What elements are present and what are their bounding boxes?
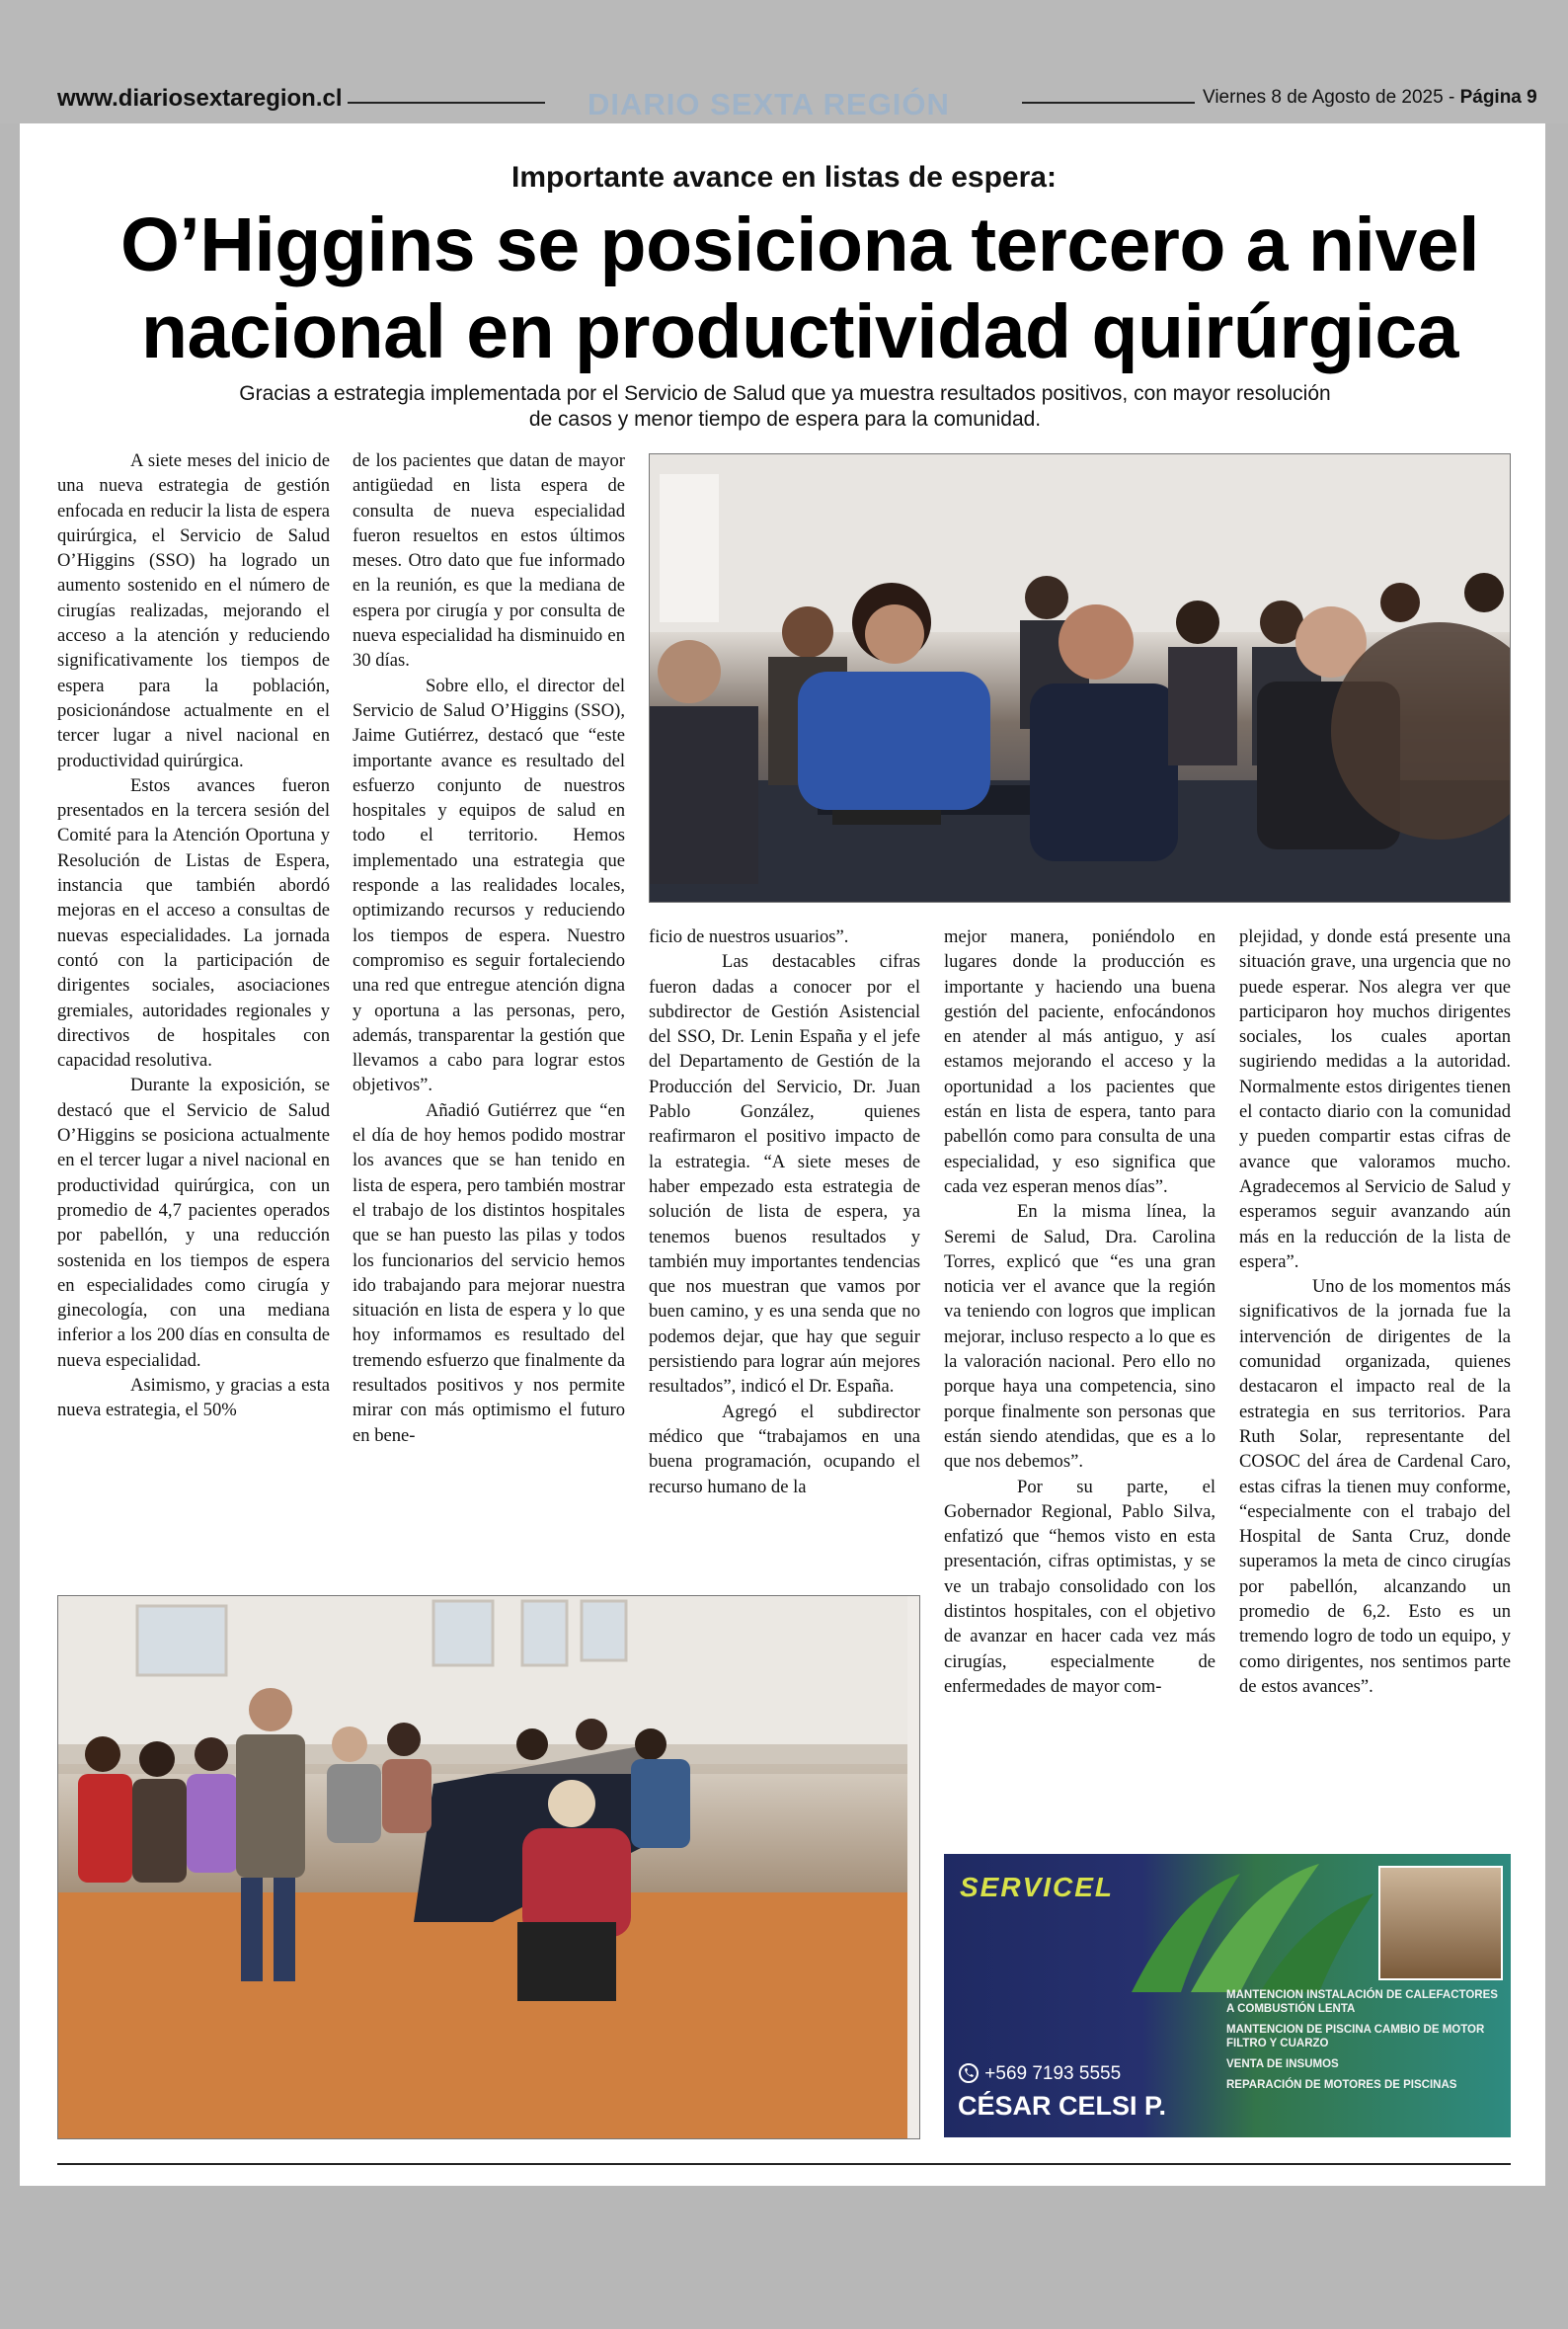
paragraph: Estos avances fueron presentados en la tercera sesión del Comité para la Atención Oportuna y Resolución de Listas de Espera, instancia que también abordó mejoras en el acceso a consultas de nuevas especialidades. La jornada contó con la participación de dirigentes sociales, asociaciones gremiales, autoridades regionales y directivos de hospitales con capacidad resolutiva.	[57, 774, 330, 1072]
ad-services-list	[1226, 1988, 1503, 2099]
paragraph: mejor manera, poniéndolo en lugares donde la producción es importante y haciendo una buena gestión del paciente, enfocándonos en atender al más antiguo, y así estamos mejorando el acceso y la oportunidad a los pacientes que están en lista de espera, tanto para pabellón como para consulta de una especialidad, y eso significa que cada vez esperan menos días”.	[944, 926, 1215, 1197]
masthead-url[interactable]: www.diariosextaregion.cl	[57, 85, 343, 112]
masthead-date	[1203, 87, 1537, 109]
paragraph: Sobre ello, el director del Servicio de Salud O’Higgins (SSO), Jaime Gutiérrez, destacó que “este importante avance es resultado del esfuerzo conjunto de nuestros hospitales y equipos de salud en todo el territorio. Hemos implementado una estrategia que responde a las realidades locales, optimizando recursos y reduciendo los tiempos de espera. Nuestro compromiso es seguir fortaleciendo una red que entregue atención digna y oportuna a las personas, pero, además, transparentar la gestión que llevamos a cabo para lograr estos objetivos”.	[353, 675, 625, 1096]
masthead-rule-left	[348, 102, 545, 104]
ad-service-item: REPARACIÓN DE MOTORES DE PISCINAS	[1226, 2079, 1457, 2091]
palm-leaves-graphic	[1122, 1854, 1378, 1992]
paragraph: Asimismo, y gracias a esta nueva estrategia, el 50%	[57, 1374, 330, 1421]
paragraph: Por su parte, el Gobernador Regional, Pablo Silva, enfatizó que “hemos visto en esta presentación, cifras optimistas, y se ve un trabajo consolidado con los distintos hospitales, con el objetivo de avanzar en hacer cada vez más cirugías, especialmente de enfermedades de mayor com-	[944, 1476, 1215, 1697]
committee-session-photo	[57, 1595, 920, 2139]
article-kicker: Importante avance en listas de espera:	[511, 161, 1057, 194]
article-column-2	[353, 448, 625, 1448]
page-number: Página 9	[1459, 87, 1537, 108]
ad-brand: SERVICEL	[960, 1872, 1115, 1902]
paragraph: de los pacientes que datan de mayor antigüedad en lista espera de consulta de nueva especialidad fueron resueltos en estos últimos meses. Otro dato que fue informado en la reunión, es que la mediana de espera por cirugía y por consulta de nueva especialidad ha disminuido en 30 días.	[353, 450, 625, 672]
paragraph: En la misma línea, la Seremi de Salud, Dra. Carolina Torres, explicó que “es una gran noticia ver el avance que la región va teniendo con logros que implican mejorar, incluso respecto a lo que es la valoración nacional. Pero ello no porque haya una competencia, sino porque finalmente son personas que están siendo atendidas, que es a lo que nos debemos”.	[944, 1201, 1215, 1473]
meeting-photo-illustration	[650, 454, 1510, 902]
committee-session-illustration	[58, 1596, 919, 2138]
article-column-4	[944, 924, 1215, 1699]
article-column-1	[57, 448, 330, 1423]
paragraph: A siete meses del inicio de una nueva estrategia de gestión enfocada en reducir la lista de espera quirúrgica, el Servicio de Salud O’Higgins (SSO) ha logrado un aumento sostenido en el número de cirugías realizadas, mejorando el acceso a la atención y reduciendo significativamente los tiempos de espera para la población, posicionándose actualmente en el tercer lugar a nivel nacional en productividad quirúrgica.	[57, 450, 330, 771]
article-column-5	[1239, 924, 1511, 1699]
masthead-rule-right	[1022, 102, 1195, 104]
ad-phone[interactable]	[958, 2062, 1121, 2085]
page-header	[0, 0, 1568, 123]
masthead-name: DIARIO SEXTA REGIÓN	[588, 87, 950, 121]
servicel-advertisement[interactable]	[944, 1854, 1511, 2137]
ad-phone-number: +569 7193 5555	[984, 2063, 1122, 2084]
paragraph: ficio de nuestros usuarios”.	[649, 926, 849, 947]
paragraph: plejidad, y donde está presente una situación grave, una urgencia que no puede esperar. Nos alegra ver que participaron hoy muchos dirigentes sociales, los cuales aportan sugiriendo medidas a la autoridad. Normalmente estos dirigentes tienen el contacto diario con la comunidad y pueden compartir estas cifras de avance que valoramos mucho. Agradecemos al Servicio de Salud y esperamos seguir avanzando aún más en la reducción de la lista de espera”.	[1239, 926, 1511, 1272]
date-text: Viernes 8 de Agosto de 2025 -	[1203, 87, 1460, 108]
heater-image	[1378, 1866, 1503, 1980]
whatsapp-icon	[958, 2062, 980, 2084]
article-headline: O’Higgins se posiciona tercero a nivel nacional en productividad quirúrgica	[120, 202, 1479, 374]
paragraph: Agregó el subdirector médico que “trabajamos en una buena programación, ocupando el recurso humano de la	[649, 1401, 920, 1497]
ad-service-item: VENTA DE INSUMOS	[1226, 2058, 1339, 2070]
paragraph: Las destacables cifras fueron dadas a conocer por el subdirector de Gestión Asistencial del SSO, Dr. Lenin España y el jefe del Departamento de Gestión de la Producción del Servicio, Dr. Juan Pablo González, quienes reafirmaron el positivo impacto de la estrategia. “A siete meses de haber empezado esta estrategia de solución de lista de espera, ya tenemos buenos resultados y también muy importantes tendencias que nos muestran que vamos por buen camino, y es una senda que no podemos dejar, que hay que seguir persistiendo para lograr aún mejores resultados”, indicó el Dr. España.	[649, 951, 920, 1398]
article-column-3	[649, 924, 920, 1499]
ad-service-item: MANTENCION DE PISCINA CAMBIO DE MOTOR FILTRO Y CUARZO	[1226, 2024, 1485, 2049]
paragraph: Durante la exposición, se destacó que el Servicio de Salud O’Higgins se posiciona actualmente en el tercer lugar a nivel nacional en productividad quirúrgica, con un promedio de 4,7 pacientes operados por pabellón, y una reducción sostenida en los tiempos de espera en especialidades como cirugía y ginecología, con una mediana inferior a los 200 días en consulta de nueva especialidad.	[57, 1075, 330, 1371]
ad-contact-name: CÉSAR CELSI P.	[958, 2091, 1167, 2121]
meeting-photo	[649, 453, 1511, 903]
ad-service-item: MANTENCION INSTALACIÓN DE CALEFACTORES A COMBUSTIÓN LENTA	[1226, 1989, 1498, 2015]
paragraph: Uno de los momentos más significativos de la jornada fue la intervención de dirigentes de la comunidad organizada, quienes destacaron el impacto real de la estrategia en sus territorios. Para Ruth Solar, representante del COSOC del área de Cardenal Caro, estas cifras la tienen muy conforme, “especialmente con el trabajo del Hospital de Santa Cruz, donde superamos la meta de cinco cirugías por pabellón, alcanzando un promedio de 6,2. Esto es un tremendo logro de todo un equipo, y como dirigentes, nos sentimos parte de estos avances”.	[1239, 1276, 1511, 1697]
article-deck: Gracias a estrategia implementada por el Servicio de Salud que ya muestra resultados positivos, con mayor resolución de casos y menor tiempo de espera para la comunidad.	[239, 382, 1331, 431]
paragraph: Añadió Gutiérrez que “en el día de hoy hemos podido mostrar los avances que se han tenido en lista de espera, pero también mostrar el trabajo de los distintos hospitales que se han puesto las pilas y todos los funcionarios del servicio hemos ido trabajando para mejorar nuestra situación en lista de espera y lo que hoy informamos es resultado del tremendo esfuerzo que finalmente da resultados positivos y nos permite mirar con más optimismo el futuro en bene-	[353, 1099, 625, 1446]
page-footer-rule	[57, 2163, 1511, 2165]
